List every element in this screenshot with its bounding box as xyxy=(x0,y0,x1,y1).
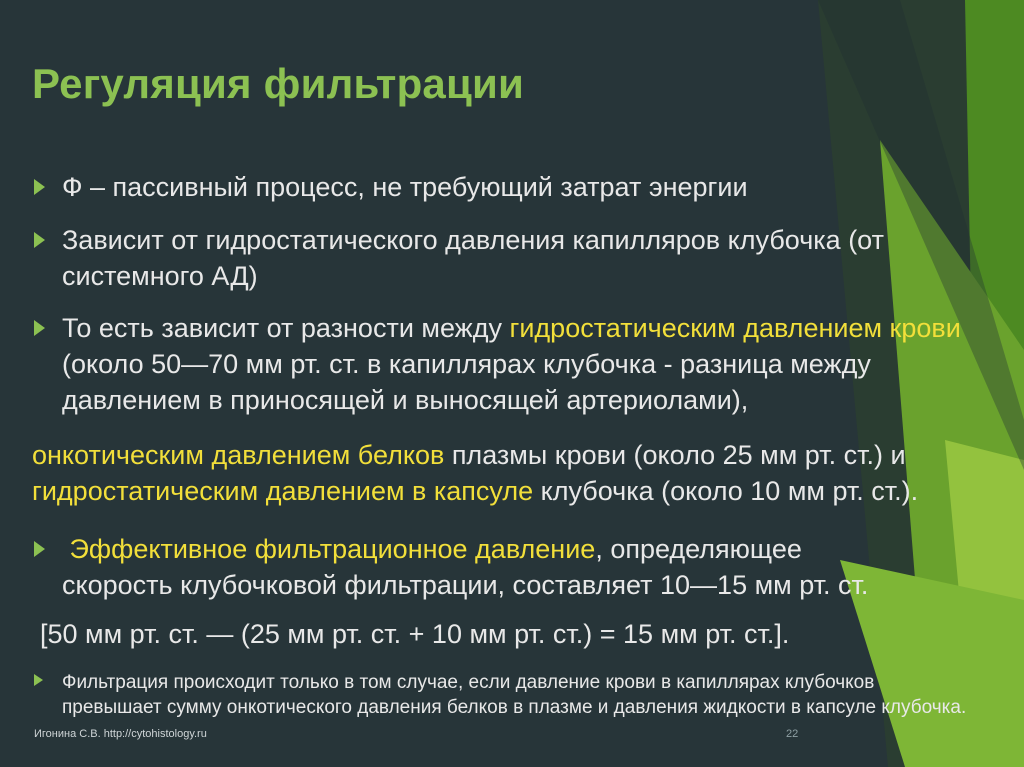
text-segment: (около 50—70 мм рт. ст. в капиллярах клубочка - разница между давлением в приносящей и выносящей артериолами), xyxy=(62,349,871,415)
slide-title: Регуляция фильтрации xyxy=(32,60,525,107)
bullet-arrow-icon xyxy=(34,541,45,557)
continuation-paragraph xyxy=(32,437,932,509)
bullet-arrow-icon xyxy=(34,179,45,195)
bullet-text-5: Фильтрация происходит только в том случае, если давление крови в капиллярах клубочков превышает сумму онкотического давления белков в плазме и давления жидкости в капсуле клубочка. xyxy=(62,672,967,718)
text-segment: плазмы крови (около 25 мм рт. ст.) и xyxy=(444,440,906,470)
bullet-arrow-icon xyxy=(34,674,43,686)
highlight-text: гидростатическим давлением в капсуле xyxy=(32,476,534,506)
page-number: 22 xyxy=(786,728,799,740)
bullet-text-2: Зависит от гидростатического давления капилляров клубочка (от системного АД) xyxy=(62,225,884,291)
footer-author-link: Игонина С.В. http://cytohistology.ru xyxy=(34,728,207,740)
text-segment: , определяющее скорость клубочковой фильтрации, составляет 10—15 мм рт. ст. xyxy=(62,534,869,600)
text-segment: То есть зависит от разности между xyxy=(62,313,510,343)
bullet-arrow-icon xyxy=(34,232,45,248)
text-segment: клубочка (около 10 мм рт. ст.). xyxy=(533,476,919,506)
bullet-text-3 xyxy=(62,310,1012,418)
bullet-text-1: Ф – пассивный процесс, не требующий затрат энергии xyxy=(62,172,748,202)
highlight-text: гидростатическим давлением крови xyxy=(509,313,961,343)
bullet-arrow-icon xyxy=(34,320,45,336)
formula-text: [50 мм рт. ст. — (25 мм рт. ст. + 10 мм рт. ст.) = 15 мм рт. ст.]. xyxy=(40,619,790,649)
highlight-text: онкотическим давлением белков xyxy=(32,440,445,470)
highlight-text: Эффективное фильтрационное давление xyxy=(69,534,596,564)
text-segment xyxy=(62,534,70,564)
bullet-text-4 xyxy=(62,531,882,603)
